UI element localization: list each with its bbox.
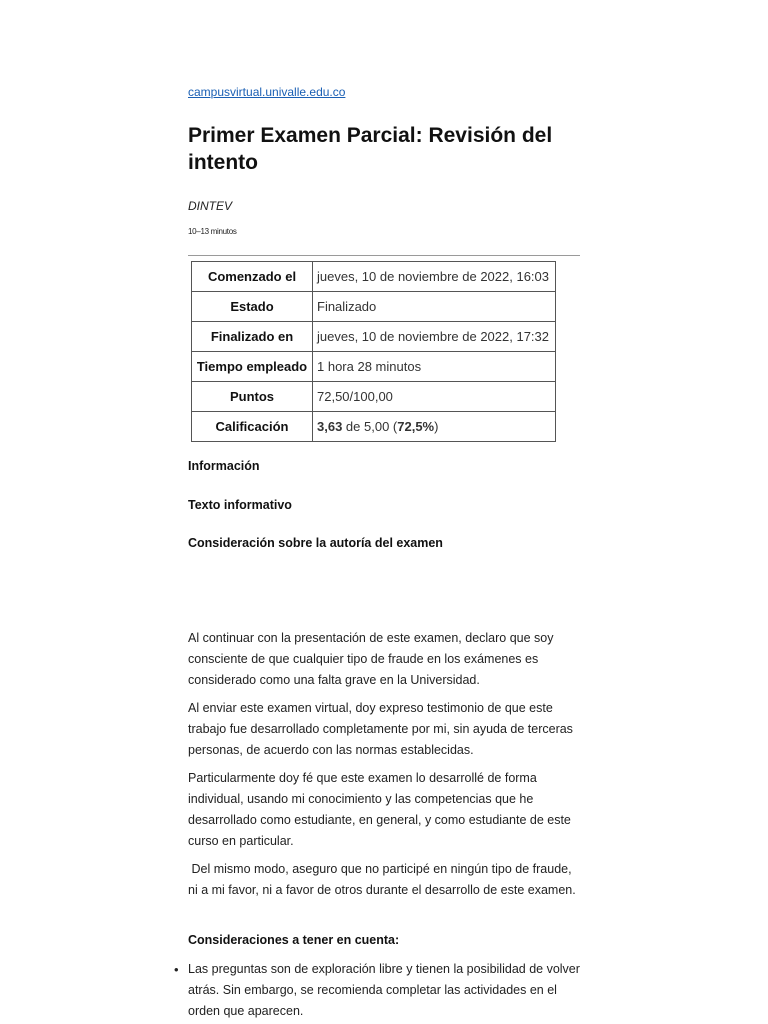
table-row [192,292,556,322]
grade-close: ) [434,419,439,434]
paragraph-testimony: Al enviar este examen virtual, doy expreso testimonio de que este trabajo fue desarrollado completamente por mi, sin ayuda de terceras personas, de acuerdo con las normas establecidas. [188,701,573,757]
page-title: Primer Examen Parcial: Revisión del intento [188,124,553,174]
list-item [174,959,580,1022]
table-row [192,352,556,382]
row-label-points: Puntos [192,382,313,412]
read-time: 10–13 minutos [188,227,237,236]
row-value-points: 72,50/100,00 [313,382,556,412]
list-item-text: Las preguntas son de exploración libre y tienen la posibilidad de volver atrás. Sin embargo, se recomienda completar las actividades en el orden que aparecen. [188,962,580,1018]
attempt-summary-table [191,261,556,442]
paragraph-individual-work: Particularmente doy fé que este examen lo desarrollé de forma individual, usando mi conocimiento y las competencias que he desarrollado como estudiante, en general, y como estudiante de este curso en particular. [188,771,571,848]
row-value-grade [313,412,556,442]
considerations-heading: Consideraciones a tener en cuenta: [188,933,400,947]
table-row [192,262,556,292]
row-value-finished: jueves, 10 de noviembre de 2022, 17:32 [313,322,556,352]
divider [188,255,580,256]
table-row [192,382,556,412]
section-heading-authorship: Consideración sobre la autoría del examen [188,536,443,550]
section-heading-info: Información [188,459,260,473]
grade-scale: de 5,00 ( [342,419,398,434]
table-row [192,322,556,352]
paragraph-declaration: Al continuar con la presentación de este examen, declaro que soy consciente de que cualquier tipo de fraude en los exámenes es considerado como una falta grave en la Universidad. [188,631,554,687]
grade-value: 3,63 [317,419,343,434]
bullet-icon: • [174,962,179,977]
grade-percent: 72,5% [397,419,435,434]
organization-name: DINTEV [188,199,233,213]
source-link[interactable]: campusvirtual.univalle.edu.co [188,85,346,99]
row-label-state: Estado [192,292,313,322]
paragraph-no-fraud: Del mismo modo, aseguro que no participé en ningún tipo de fraude, ni a mi favor, ni a favor de otros durante el desarrollo de este examen. [188,862,576,897]
row-label-time-taken: Tiempo empleado [192,352,313,382]
row-value-started: jueves, 10 de noviembre de 2022, 16:03 [313,262,556,292]
row-value-time-taken: 1 hora 28 minutos [313,352,556,382]
row-value-state: Finalizado [313,292,556,322]
section-heading-text: Texto informativo [188,498,292,512]
row-label-finished: Finalizado en [192,322,313,352]
table-row [192,412,556,442]
row-label-grade: Calificación [192,412,313,442]
row-label-started: Comenzado el [192,262,313,292]
